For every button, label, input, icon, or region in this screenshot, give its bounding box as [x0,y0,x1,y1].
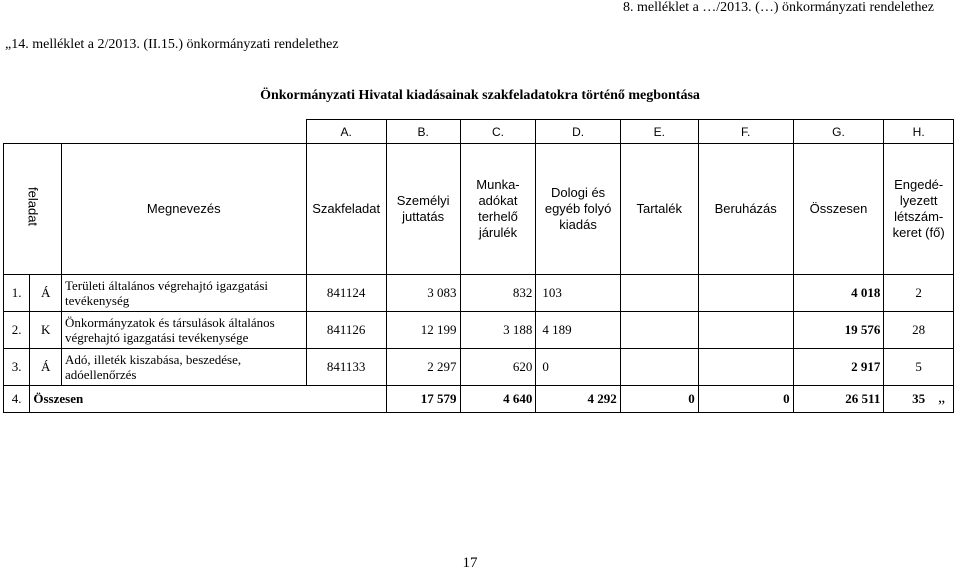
closing-quote: ” [938,398,946,415]
column-letter: A. [306,120,386,144]
row-tartalek [620,312,698,349]
row-osszesen: 4 018 [793,275,884,312]
row-tartalek [620,275,698,312]
header-szemelyi-juttatas: Személyi juttatás [386,144,460,275]
total-row [4,386,954,413]
table-row [4,349,954,386]
column-letter: D. [536,120,620,144]
total-szemelyi: 17 579 [386,386,460,413]
table-row [4,312,954,349]
amended-annex-reference: „14. melléklet a 2/2013. (II.15.) önkormányzati rendelethez [5,37,339,52]
total-munka: 4 640 [460,386,536,413]
row-letszam: 5 [884,349,954,386]
total-dologi: 4 292 [536,386,620,413]
row-code: K [30,312,62,349]
row-dologi: 0 [536,349,620,386]
column-letter-row [4,120,954,144]
total-tartalek: 0 [620,386,698,413]
row-number: 3. [4,349,30,386]
header-tartalek: Tartalék [620,144,698,275]
table-row [4,275,954,312]
row-beruhazas [698,349,793,386]
row-munka: 3 188 [460,312,536,349]
row-szakfeladat: 841133 [306,349,386,386]
total-label: Összesen [30,386,386,413]
header-szakfeladat: Szakfeladat [306,144,386,275]
row-szemelyi: 12 199 [386,312,460,349]
row-code: Á [30,275,62,312]
row-beruhazas [698,275,793,312]
column-letter: G. [793,120,884,144]
header-munkaado-jarulek: Munka- adókat terhelő járulék [460,144,536,275]
header-megnevezes: Megnevezés [61,144,306,275]
row-szemelyi: 3 083 [386,275,460,312]
row-szemelyi: 2 297 [386,349,460,386]
expenditure-table [3,119,954,413]
row-szakfeladat: 841124 [306,275,386,312]
total-letszam: 35 [884,386,954,413]
column-header-row [4,144,954,275]
row-dologi: 4 189 [536,312,620,349]
row-letszam: 2 [884,275,954,312]
row-name: Területi általános végrehajtó igazgatási tevékenység [61,275,306,312]
column-letter: B. [386,120,460,144]
row-letszam: 28 [884,312,954,349]
row-munka: 832 [460,275,536,312]
total-osszesen: 26 511 [793,386,884,413]
column-letter: F. [698,120,793,144]
header-feladat: feladat [4,144,62,275]
row-szakfeladat: 841126 [306,312,386,349]
row-number: 2. [4,312,30,349]
column-letter: H. [884,120,954,144]
row-tartalek [620,349,698,386]
column-letter: C. [460,120,536,144]
total-number: 4. [4,386,30,413]
column-letter: E. [620,120,698,144]
row-number: 1. [4,275,30,312]
row-name: Önkormányzatok és társulások általános végrehajtó igazgatási tevékenysége [61,312,306,349]
header-osszesen: Összesen [793,144,884,275]
annex-reference-note: 8. melléklet a …/2013. (…) önkormányzati rendelethez [622,0,934,15]
row-code: Á [30,349,62,386]
row-name: Adó, illeték kiszabása, beszedése, adóellenőrzés [61,349,306,386]
document-title: Önkormányzati Hivatal kiadásainak szakfeladatokra történő megbontása [260,88,700,103]
row-osszesen: 2 917 [793,349,884,386]
total-beruhazas: 0 [698,386,793,413]
header-dologi-kiadas: Dologi és egyéb folyó kiadás [536,144,620,275]
row-munka: 620 [460,349,536,386]
row-osszesen: 19 576 [793,312,884,349]
page-number: 17 [462,555,478,571]
header-beruhazas: Beruházás [698,144,793,275]
row-dologi: 103 [536,275,620,312]
header-letszamkeret: Engedé- lyezett létszám- keret (fő) [884,144,954,275]
row-beruhazas [698,312,793,349]
